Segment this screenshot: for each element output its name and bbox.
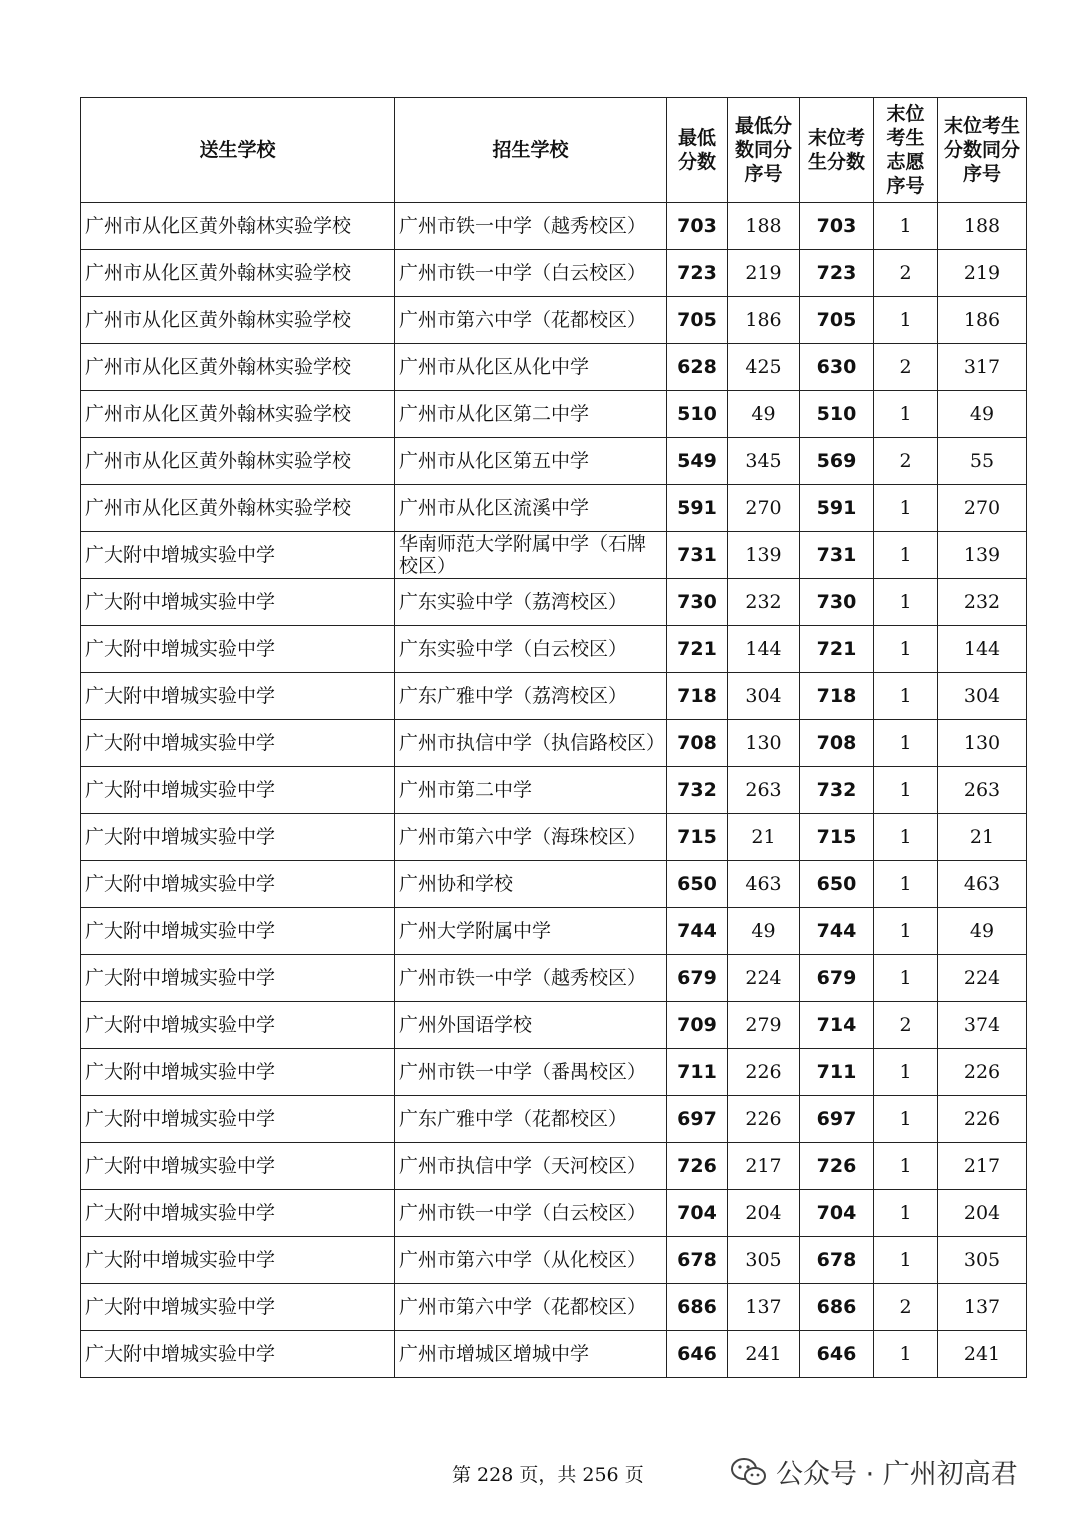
cell-min-score-tie-rank: 139 — [728, 532, 800, 579]
cell-last-score-tie-rank: 139 — [938, 532, 1027, 579]
cell-last-score: 703 — [800, 203, 874, 250]
cell-sending-school: 广大附中增城实验中学 — [81, 1049, 395, 1096]
header-last-score: 末位考生分数 — [800, 98, 874, 203]
cell-last-choice-rank: 2 — [874, 1002, 938, 1049]
cell-min-score-tie-rank: 304 — [728, 673, 800, 720]
table-row — [81, 391, 1027, 438]
cell-sending-school: 广州市从化区黄外翰林实验学校 — [81, 391, 395, 438]
cell-last-score: 744 — [800, 908, 874, 955]
cell-last-choice-rank: 1 — [874, 673, 938, 720]
cell-admitting-school: 广州市从化区第二中学 — [395, 391, 667, 438]
cell-min-score-tie-rank: 226 — [728, 1096, 800, 1143]
cell-min-score-tie-rank: 204 — [728, 1190, 800, 1237]
cell-last-choice-rank: 2 — [874, 1284, 938, 1331]
cell-min-score-tie-rank: 232 — [728, 579, 800, 626]
cell-admitting-school: 广州市铁一中学（番禺校区） — [395, 1049, 667, 1096]
cell-admitting-school: 广州市第六中学（花都校区） — [395, 297, 667, 344]
cell-last-choice-rank: 1 — [874, 203, 938, 250]
cell-min-score-tie-rank: 279 — [728, 1002, 800, 1049]
cell-admitting-school: 广州市铁一中学（白云校区） — [395, 250, 667, 297]
cell-last-score-tie-rank: 204 — [938, 1190, 1027, 1237]
cell-min-score-tie-rank: 241 — [728, 1331, 800, 1378]
cell-last-choice-rank: 2 — [874, 250, 938, 297]
cell-last-score: 711 — [800, 1049, 874, 1096]
cell-min-score: 697 — [667, 1096, 728, 1143]
cell-last-score-tie-rank: 219 — [938, 250, 1027, 297]
table-row — [81, 485, 1027, 532]
cell-last-score: 630 — [800, 344, 874, 391]
cell-admitting-school: 广州市从化区从化中学 — [395, 344, 667, 391]
cell-sending-school: 广大附中增城实验中学 — [81, 579, 395, 626]
cell-min-score-tie-rank: 137 — [728, 1284, 800, 1331]
cell-last-score-tie-rank: 304 — [938, 673, 1027, 720]
cell-last-score-tie-rank: 226 — [938, 1049, 1027, 1096]
table-row — [81, 532, 1027, 579]
wechat-icon — [730, 1457, 768, 1487]
cell-min-score-tie-rank: 186 — [728, 297, 800, 344]
cell-min-score: 678 — [667, 1237, 728, 1284]
cell-last-score-tie-rank: 144 — [938, 626, 1027, 673]
cell-admitting-school: 广州市从化区流溪中学 — [395, 485, 667, 532]
cell-min-score: 549 — [667, 438, 728, 485]
header-last-score-tie-rank: 末位考生分数同分序号 — [938, 98, 1027, 203]
table-row — [81, 297, 1027, 344]
cell-min-score: 686 — [667, 1284, 728, 1331]
table-row — [81, 1331, 1027, 1378]
cell-admitting-school: 广州市第六中学（从化校区） — [395, 1237, 667, 1284]
table-row — [81, 438, 1027, 485]
cell-sending-school: 广大附中增城实验中学 — [81, 1002, 395, 1049]
table-row — [81, 673, 1027, 720]
cell-sending-school: 广大附中增城实验中学 — [81, 908, 395, 955]
cell-sending-school: 广大附中增城实验中学 — [81, 814, 395, 861]
cell-last-score-tie-rank: 226 — [938, 1096, 1027, 1143]
cell-last-score-tie-rank: 305 — [938, 1237, 1027, 1284]
table-row — [81, 1143, 1027, 1190]
cell-min-score: 628 — [667, 344, 728, 391]
table-row — [81, 1049, 1027, 1096]
cell-last-choice-rank: 1 — [874, 1331, 938, 1378]
cell-sending-school: 广州市从化区黄外翰林实验学校 — [81, 485, 395, 532]
table-row — [81, 955, 1027, 1002]
cell-last-choice-rank: 1 — [874, 579, 938, 626]
cell-admitting-school: 广州市第六中学（花都校区） — [395, 1284, 667, 1331]
cell-min-score: 704 — [667, 1190, 728, 1237]
cell-min-score-tie-rank: 49 — [728, 391, 800, 438]
cell-sending-school: 广大附中增城实验中学 — [81, 1237, 395, 1284]
cell-min-score-tie-rank: 425 — [728, 344, 800, 391]
cell-last-score-tie-rank: 55 — [938, 438, 1027, 485]
cell-min-score-tie-rank: 305 — [728, 1237, 800, 1284]
cell-last-score: 726 — [800, 1143, 874, 1190]
cell-last-score: 708 — [800, 720, 874, 767]
cell-sending-school: 广州市从化区黄外翰林实验学校 — [81, 297, 395, 344]
cell-sending-school: 广大附中增城实验中学 — [81, 720, 395, 767]
cell-last-score-tie-rank: 49 — [938, 391, 1027, 438]
cell-admitting-school: 广东广雅中学（花都校区） — [395, 1096, 667, 1143]
cell-last-score: 697 — [800, 1096, 874, 1143]
cell-admitting-school: 广州大学附属中学 — [395, 908, 667, 955]
cell-last-score-tie-rank: 463 — [938, 861, 1027, 908]
cell-min-score: 744 — [667, 908, 728, 955]
cell-admitting-school: 广州市执信中学（执信路校区） — [395, 720, 667, 767]
cell-min-score: 705 — [667, 297, 728, 344]
cell-admitting-school: 广东实验中学（白云校区） — [395, 626, 667, 673]
cell-min-score: 591 — [667, 485, 728, 532]
cell-last-score: 730 — [800, 579, 874, 626]
page-footer — [0, 1460, 1080, 1490]
cell-min-score-tie-rank: 224 — [728, 955, 800, 1002]
cell-last-choice-rank: 1 — [874, 1096, 938, 1143]
cell-admitting-school: 广州市第六中学（海珠校区） — [395, 814, 667, 861]
cell-min-score: 732 — [667, 767, 728, 814]
cell-admitting-school: 广州外国语学校 — [395, 1002, 667, 1049]
cell-admitting-school: 广东广雅中学（荔湾校区） — [395, 673, 667, 720]
table-row — [81, 1002, 1027, 1049]
cell-last-score: 732 — [800, 767, 874, 814]
cell-last-choice-rank: 1 — [874, 297, 938, 344]
cell-sending-school: 广州市从化区黄外翰林实验学校 — [81, 203, 395, 250]
cell-sending-school: 广大附中增城实验中学 — [81, 1096, 395, 1143]
cell-admitting-school: 广州市第二中学 — [395, 767, 667, 814]
cell-min-score: 718 — [667, 673, 728, 720]
cell-last-score: 678 — [800, 1237, 874, 1284]
cell-last-choice-rank: 1 — [874, 1049, 938, 1096]
cell-last-score-tie-rank: 217 — [938, 1143, 1027, 1190]
cell-min-score-tie-rank: 144 — [728, 626, 800, 673]
admission-score-table — [80, 97, 1027, 1378]
cell-last-score: 721 — [800, 626, 874, 673]
cell-last-choice-rank: 1 — [874, 720, 938, 767]
cell-sending-school: 广大附中增城实验中学 — [81, 532, 395, 579]
cell-min-score: 679 — [667, 955, 728, 1002]
table-row — [81, 908, 1027, 955]
table-row — [81, 1284, 1027, 1331]
cell-last-score-tie-rank: 374 — [938, 1002, 1027, 1049]
cell-sending-school: 广州市从化区黄外翰林实验学校 — [81, 344, 395, 391]
cell-last-choice-rank: 1 — [874, 861, 938, 908]
cell-last-score-tie-rank: 137 — [938, 1284, 1027, 1331]
cell-min-score: 731 — [667, 532, 728, 579]
cell-last-score-tie-rank: 188 — [938, 203, 1027, 250]
cell-admitting-school: 广州市执信中学（天河校区） — [395, 1143, 667, 1190]
cell-last-score-tie-rank: 232 — [938, 579, 1027, 626]
cell-last-score-tie-rank: 224 — [938, 955, 1027, 1002]
cell-last-score-tie-rank: 263 — [938, 767, 1027, 814]
cell-min-score-tie-rank: 217 — [728, 1143, 800, 1190]
cell-min-score-tie-rank: 219 — [728, 250, 800, 297]
cell-min-score: 510 — [667, 391, 728, 438]
cell-sending-school: 广州市从化区黄外翰林实验学校 — [81, 438, 395, 485]
cell-admitting-school: 广州市从化区第五中学 — [395, 438, 667, 485]
cell-sending-school: 广大附中增城实验中学 — [81, 1143, 395, 1190]
table-row — [81, 767, 1027, 814]
header-last-choice-rank: 末位考生志愿序号 — [874, 98, 938, 203]
cell-min-score-tie-rank: 463 — [728, 861, 800, 908]
cell-min-score: 730 — [667, 579, 728, 626]
cell-last-score: 718 — [800, 673, 874, 720]
cell-min-score: 646 — [667, 1331, 728, 1378]
cell-last-choice-rank: 1 — [874, 767, 938, 814]
cell-min-score: 708 — [667, 720, 728, 767]
cell-last-score: 646 — [800, 1331, 874, 1378]
header-sending-school: 送生学校 — [81, 98, 395, 203]
cell-min-score-tie-rank: 130 — [728, 720, 800, 767]
table-row — [81, 720, 1027, 767]
watermark-text: 公众号 · 广州初高君 — [776, 1459, 1018, 1490]
cell-last-choice-rank: 1 — [874, 1143, 938, 1190]
cell-last-choice-rank: 1 — [874, 485, 938, 532]
table-row — [81, 203, 1027, 250]
cell-last-score: 686 — [800, 1284, 874, 1331]
cell-min-score: 726 — [667, 1143, 728, 1190]
cell-last-choice-rank: 1 — [874, 955, 938, 1002]
table-row — [81, 579, 1027, 626]
cell-last-choice-rank: 1 — [874, 626, 938, 673]
cell-min-score: 709 — [667, 1002, 728, 1049]
table-row — [81, 1096, 1027, 1143]
header-min-score: 最低分数 — [667, 98, 728, 203]
table-row — [81, 1190, 1027, 1237]
cell-admitting-school: 广州协和学校 — [395, 861, 667, 908]
cell-last-score: 510 — [800, 391, 874, 438]
cell-min-score-tie-rank: 188 — [728, 203, 800, 250]
cell-admitting-school: 广州市增城区增城中学 — [395, 1331, 667, 1378]
cell-admitting-school: 广州市铁一中学（越秀校区） — [395, 203, 667, 250]
cell-last-choice-rank: 1 — [874, 814, 938, 861]
cell-last-score: 704 — [800, 1190, 874, 1237]
cell-last-score: 650 — [800, 861, 874, 908]
cell-last-score: 723 — [800, 250, 874, 297]
cell-last-score: 715 — [800, 814, 874, 861]
cell-last-score-tie-rank: 186 — [938, 297, 1027, 344]
cell-min-score: 721 — [667, 626, 728, 673]
table-row — [81, 814, 1027, 861]
cell-last-score: 714 — [800, 1002, 874, 1049]
cell-last-score: 569 — [800, 438, 874, 485]
cell-sending-school: 广大附中增城实验中学 — [81, 673, 395, 720]
cell-last-choice-rank: 1 — [874, 908, 938, 955]
cell-last-choice-rank: 1 — [874, 1190, 938, 1237]
cell-min-score-tie-rank: 345 — [728, 438, 800, 485]
cell-sending-school: 广州市从化区黄外翰林实验学校 — [81, 250, 395, 297]
cell-last-score-tie-rank: 270 — [938, 485, 1027, 532]
cell-last-score: 705 — [800, 297, 874, 344]
table-row — [81, 250, 1027, 297]
page-number: 第 228 页，共 256 页 — [452, 1464, 644, 1486]
cell-last-score-tie-rank: 130 — [938, 720, 1027, 767]
cell-min-score-tie-rank: 21 — [728, 814, 800, 861]
cell-last-score-tie-rank: 317 — [938, 344, 1027, 391]
cell-min-score-tie-rank: 263 — [728, 767, 800, 814]
cell-sending-school: 广大附中增城实验中学 — [81, 955, 395, 1002]
cell-min-score: 650 — [667, 861, 728, 908]
cell-min-score: 715 — [667, 814, 728, 861]
table-row — [81, 626, 1027, 673]
cell-last-score: 731 — [800, 532, 874, 579]
cell-last-choice-rank: 2 — [874, 438, 938, 485]
cell-last-choice-rank: 1 — [874, 1237, 938, 1284]
table-header-row — [81, 98, 1027, 203]
cell-min-score: 703 — [667, 203, 728, 250]
cell-min-score: 711 — [667, 1049, 728, 1096]
cell-last-choice-rank: 2 — [874, 344, 938, 391]
table-row — [81, 344, 1027, 391]
cell-sending-school: 广大附中增城实验中学 — [81, 767, 395, 814]
cell-sending-school: 广大附中增城实验中学 — [81, 626, 395, 673]
cell-min-score-tie-rank: 270 — [728, 485, 800, 532]
cell-last-choice-rank: 1 — [874, 391, 938, 438]
cell-min-score-tie-rank: 49 — [728, 908, 800, 955]
header-min-score-tie-rank: 最低分数同分序号 — [728, 98, 800, 203]
cell-last-score: 679 — [800, 955, 874, 1002]
cell-last-score: 591 — [800, 485, 874, 532]
cell-sending-school: 广大附中增城实验中学 — [81, 861, 395, 908]
watermark — [730, 1452, 1018, 1491]
cell-sending-school: 广大附中增城实验中学 — [81, 1331, 395, 1378]
cell-last-score-tie-rank: 49 — [938, 908, 1027, 955]
cell-admitting-school: 广东实验中学（荔湾校区） — [395, 579, 667, 626]
table-row — [81, 861, 1027, 908]
cell-last-score-tie-rank: 21 — [938, 814, 1027, 861]
cell-admitting-school: 广州市铁一中学（越秀校区） — [395, 955, 667, 1002]
cell-min-score-tie-rank: 226 — [728, 1049, 800, 1096]
cell-sending-school: 广大附中增城实验中学 — [81, 1190, 395, 1237]
cell-last-score-tie-rank: 241 — [938, 1331, 1027, 1378]
table-row — [81, 1237, 1027, 1284]
cell-admitting-school: 广州市铁一中学（白云校区） — [395, 1190, 667, 1237]
cell-min-score: 723 — [667, 250, 728, 297]
cell-admitting-school: 华南师范大学附属中学（石牌校区） — [395, 532, 667, 579]
header-admitting-school: 招生学校 — [395, 98, 667, 203]
cell-sending-school: 广大附中增城实验中学 — [81, 1284, 395, 1331]
cell-last-choice-rank: 1 — [874, 532, 938, 579]
